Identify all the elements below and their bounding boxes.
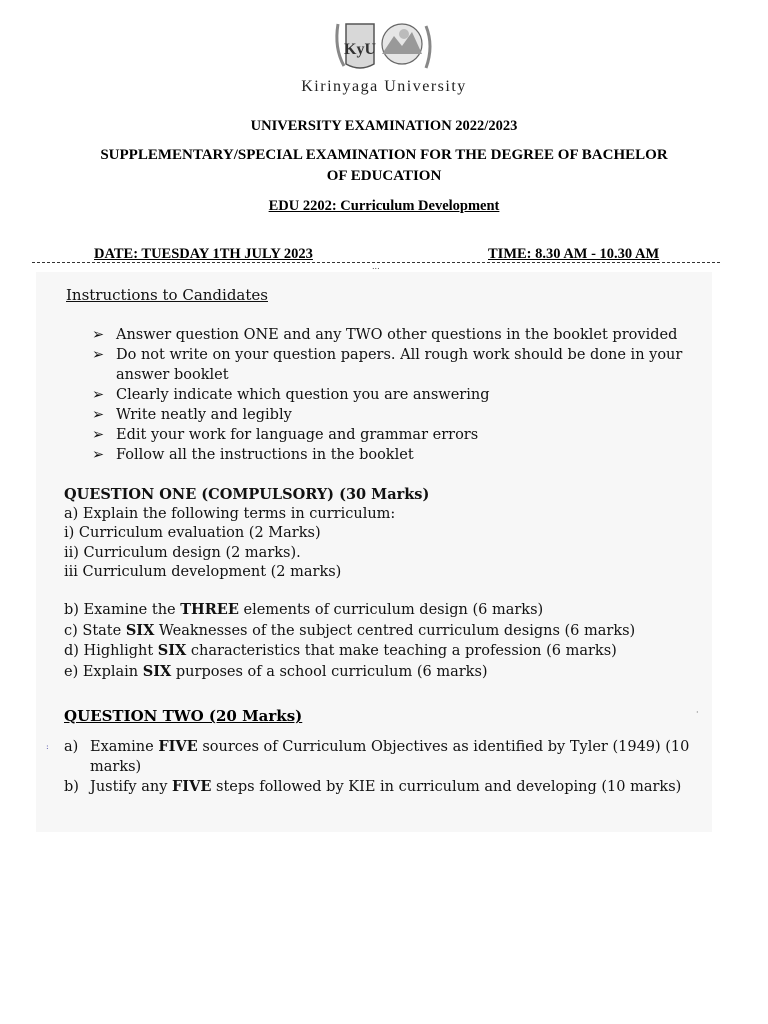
university-name: Kirinyaga University [301, 78, 467, 95]
instructions-title: Instructions to Candidates [66, 286, 268, 304]
question-one-sub-item: i) Curriculum evaluation (2 Marks) [64, 525, 321, 541]
arrow-bullet-icon: ➢ [92, 387, 105, 403]
arrow-bullet-icon: ➢ [92, 447, 105, 463]
list-item: ➢ Answer question ONE and any TWO other questions in the booklet provided [92, 327, 678, 343]
arrow-bullet-icon: ➢ [92, 327, 105, 343]
course-title: EDU 2202: Curriculum Development [268, 198, 500, 214]
question-one-part-e: e) Explain SIX purposes of a school curriculum (6 marks) [64, 662, 488, 680]
small-mark: ... [372, 262, 380, 271]
exam-title: UNIVERSITY EXAMINATION 2022/2023 [250, 118, 518, 134]
exam-date: DATE: TUESDAY 1TH JULY 2023 [94, 246, 313, 262]
instructions-list [92, 325, 702, 465]
question-one-part-d: d) Highlight SIX characteristics that make teaching a profession (6 marks) [64, 642, 617, 659]
list-item: ➢ Edit your work for language and grammar errors [92, 427, 479, 443]
scan-speck: · [696, 708, 699, 717]
exam-subtitle-line1: SUPPLEMENTARY/SPECIAL EXAMINATION FOR THE DEGREE OF BACHELOR [100, 147, 668, 163]
question-two-items [64, 737, 714, 797]
question-two-part-b: b) Justify any FIVE steps followed by KIE in curriculum and developing (10 marks) [64, 778, 682, 795]
list-item: ➢ Clearly indicate which question you are answering [92, 387, 490, 403]
arrow-bullet-icon: ➢ [92, 407, 105, 423]
list-item: ➢ Follow all the instructions in the booklet [92, 447, 414, 463]
question-one-part-a: a) Explain the following terms in curriculum: [64, 505, 396, 522]
question-one-part-b: b) Examine the THREE elements of curriculum design (6 marks) [64, 601, 544, 618]
scan-speck: : [46, 742, 49, 751]
arrow-bullet-icon: ➢ [92, 427, 105, 443]
university-logo [0, 14, 768, 76]
question-one-title: QUESTION ONE (COMPULSORY) (30 Marks) [64, 486, 430, 503]
exam-subtitle-line2: OF EDUCATION [326, 168, 442, 184]
svg-text:KyU: KyU [344, 41, 376, 58]
exam-time: TIME: 8.30 AM - 10.30 AM [488, 246, 660, 262]
question-one-part-c: c) State SIX Weaknesses of the subject centred curriculum designs (6 marks) [64, 621, 636, 639]
arrow-bullet-icon: ➢ [92, 347, 105, 363]
list-item: ➢ Write neatly and legibly [92, 407, 292, 423]
question-one-sub-item: iii Curriculum development (2 marks) [64, 564, 342, 580]
question-one-sub-item: ii) Curriculum design (2 marks). [64, 544, 301, 561]
list-item: ➢ Do not write on your question papers. All rough work should be done in your answer booklet [92, 347, 683, 383]
question-one [64, 485, 714, 583]
question-two-title: QUESTION TWO (20 Marks) [64, 707, 303, 725]
question-two-part-a: a) Examine FIVE sources of Curriculum Objectives as identified by Tyler (1949) (10 marks) [64, 738, 690, 775]
exam-subtitle [0, 145, 768, 187]
question-one-parts [64, 600, 714, 682]
